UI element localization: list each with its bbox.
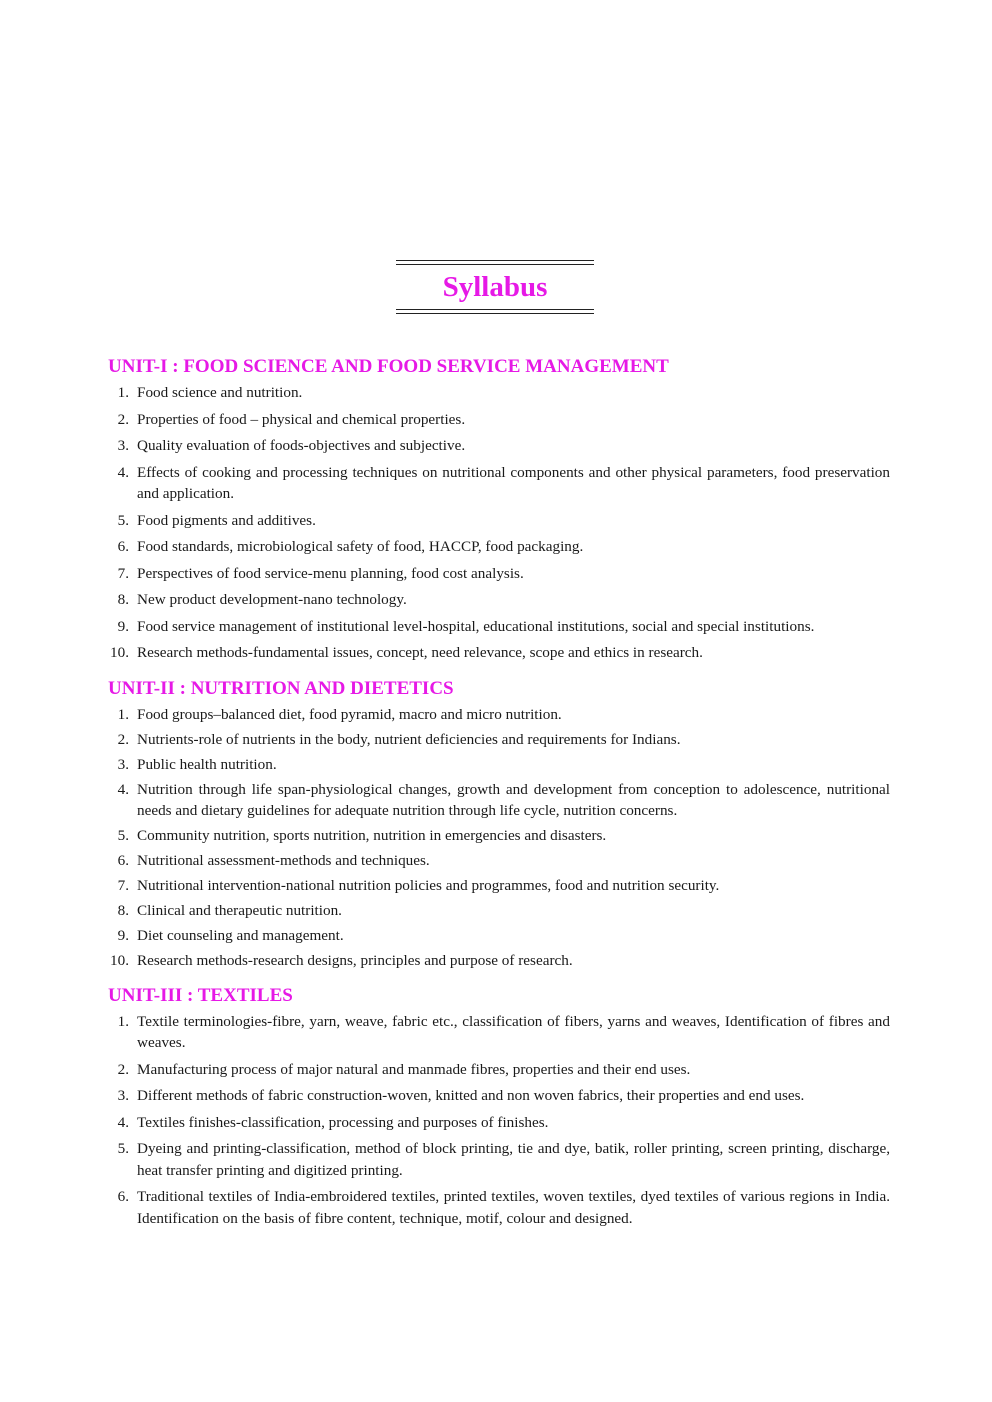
item-number: 8. <box>117 901 129 919</box>
item-text: Traditional textiles of India-embroidered textiles, printed textiles, woven textiles, dyed textiles of various regions in India. Identification on the basis of fibre content, technique, motif, colour and designed. <box>137 1188 890 1227</box>
item-number: 4. <box>117 463 129 481</box>
item-text: Research methods-fundamental issues, concept, need relevance, scope and ethics in research. <box>137 644 703 661</box>
item-text: New product development-nano technology. <box>137 591 407 608</box>
syllabus-content <box>108 356 890 1234</box>
item-text: Diet counseling and management. <box>137 926 344 944</box>
item-text: Nutrients-role of nutrients in the body, nutrient deficiencies and requirements for Indians. <box>137 730 681 748</box>
list-item <box>108 1085 890 1107</box>
item-number: 1. <box>117 1012 129 1030</box>
item-text: Effects of cooking and processing techniques on nutritional components and other physical parameters, food preservation and application. <box>137 463 890 502</box>
item-text: Community nutrition, sports nutrition, nutrition in emergencies and disasters. <box>137 826 607 844</box>
unit-section <box>108 356 890 664</box>
list-item <box>108 536 890 558</box>
item-number: 2. <box>117 730 129 748</box>
unit-heading: UNIT-I : FOOD SCIENCE AND FOOD SERVICE MANAGEMENT <box>108 356 669 377</box>
item-text: Public health nutrition. <box>137 755 277 773</box>
title-block <box>396 260 594 314</box>
item-number: 2. <box>117 1060 129 1078</box>
item-number: 4. <box>117 1113 129 1131</box>
item-number: 10. <box>110 951 129 969</box>
unit-heading: UNIT-II : NUTRITION AND DIETETICS <box>108 677 454 699</box>
list-item <box>108 1112 890 1134</box>
item-number: 6. <box>117 538 129 555</box>
item-text: Food science and nutrition. <box>137 384 303 401</box>
item-text: Textiles finishes-classification, processing and purposes of finishes. <box>137 1113 549 1131</box>
item-number: 4. <box>117 780 129 798</box>
page-title: Syllabus <box>442 271 548 303</box>
list-item <box>108 589 890 611</box>
unit-item-list <box>108 382 890 664</box>
item-number: 10. <box>110 644 129 661</box>
item-text: Nutritional intervention-national nutrition policies and programmes, food and nutrition security. <box>137 876 720 894</box>
item-text: Manufacturing process of major natural and manmade fibres, properties and their end uses. <box>137 1060 691 1078</box>
list-item <box>108 850 890 871</box>
list-item <box>108 510 890 532</box>
item-number: 8. <box>117 591 129 608</box>
item-number: 5. <box>117 511 129 529</box>
item-number: 6. <box>117 1188 129 1205</box>
item-text: Nutrition through life span-physiological changes, growth and development from conception to adolescence, nutritional needs and dietary guidelines for adequate nutrition through life cycle, nutrition concerns. <box>137 780 890 819</box>
list-item <box>108 825 890 846</box>
item-text: Nutritional assessment-methods and techniques. <box>137 851 430 869</box>
item-text: Food groups–balanced diet, food pyramid, macro and micro nutrition. <box>137 705 562 723</box>
item-number: 9. <box>117 926 129 944</box>
item-number: 3. <box>117 755 129 773</box>
item-number: 1. <box>117 705 129 723</box>
item-number: 3. <box>117 437 129 454</box>
item-number: 7. <box>117 876 129 894</box>
list-item <box>108 704 890 725</box>
item-number: 9. <box>117 617 129 635</box>
unit-item-list <box>108 1011 890 1230</box>
unit-item-list <box>108 704 890 971</box>
item-text: Perspectives of food service-menu planning, food cost analysis. <box>137 564 524 582</box>
list-item <box>108 616 890 638</box>
item-text: Dyeing and printing-classification, method of block printing, tie and dye, batik, roller printing, screen printing, discharge, heat transfer printing and digitized printing. <box>137 1140 890 1179</box>
item-number: 3. <box>117 1087 129 1104</box>
list-item <box>108 642 890 664</box>
list-item <box>108 435 890 457</box>
title-rule-bottom <box>396 309 594 314</box>
list-item <box>108 754 890 775</box>
list-item <box>108 1059 890 1081</box>
item-number: 5. <box>117 826 129 844</box>
item-text: Food standards, microbiological safety of food, HACCP, food packaging. <box>137 538 584 555</box>
list-item <box>108 925 890 946</box>
item-number: 7. <box>117 564 129 582</box>
item-text: Different methods of fabric construction-woven, knitted and non woven fabrics, their properties and end uses. <box>137 1087 805 1104</box>
item-text: Clinical and therapeutic nutrition. <box>137 901 342 919</box>
list-item <box>108 900 890 921</box>
list-item <box>108 382 890 404</box>
item-number: 5. <box>117 1140 129 1157</box>
item-text: Properties of food – physical and chemical properties. <box>137 410 466 428</box>
item-text: Textile terminologies-fibre, yarn, weave, fabric etc., classification of fibers, yarns and weaves, Identification of fibres and weaves. <box>137 1012 890 1051</box>
item-text: Food service management of institutional level-hospital, educational institutions, social and special institutions. <box>137 617 815 635</box>
item-text: Food pigments and additives. <box>137 511 316 529</box>
item-text: Research methods-research designs, principles and purpose of research. <box>137 951 573 969</box>
unit-section <box>108 678 890 971</box>
list-item <box>108 563 890 585</box>
unit-section <box>108 985 890 1230</box>
list-item <box>108 1138 890 1181</box>
list-item <box>108 409 890 431</box>
item-text: Quality evaluation of foods-objectives and subjective. <box>137 437 466 454</box>
list-item <box>108 729 890 750</box>
unit-heading: UNIT-III : TEXTILES <box>108 984 293 1006</box>
list-item <box>108 1011 890 1054</box>
item-number: 6. <box>117 851 129 869</box>
list-item <box>108 462 890 505</box>
item-number: 2. <box>117 410 129 428</box>
item-number: 1. <box>117 384 129 401</box>
list-item <box>108 779 890 821</box>
list-item <box>108 950 890 971</box>
list-item <box>108 1186 890 1229</box>
list-item <box>108 875 890 896</box>
